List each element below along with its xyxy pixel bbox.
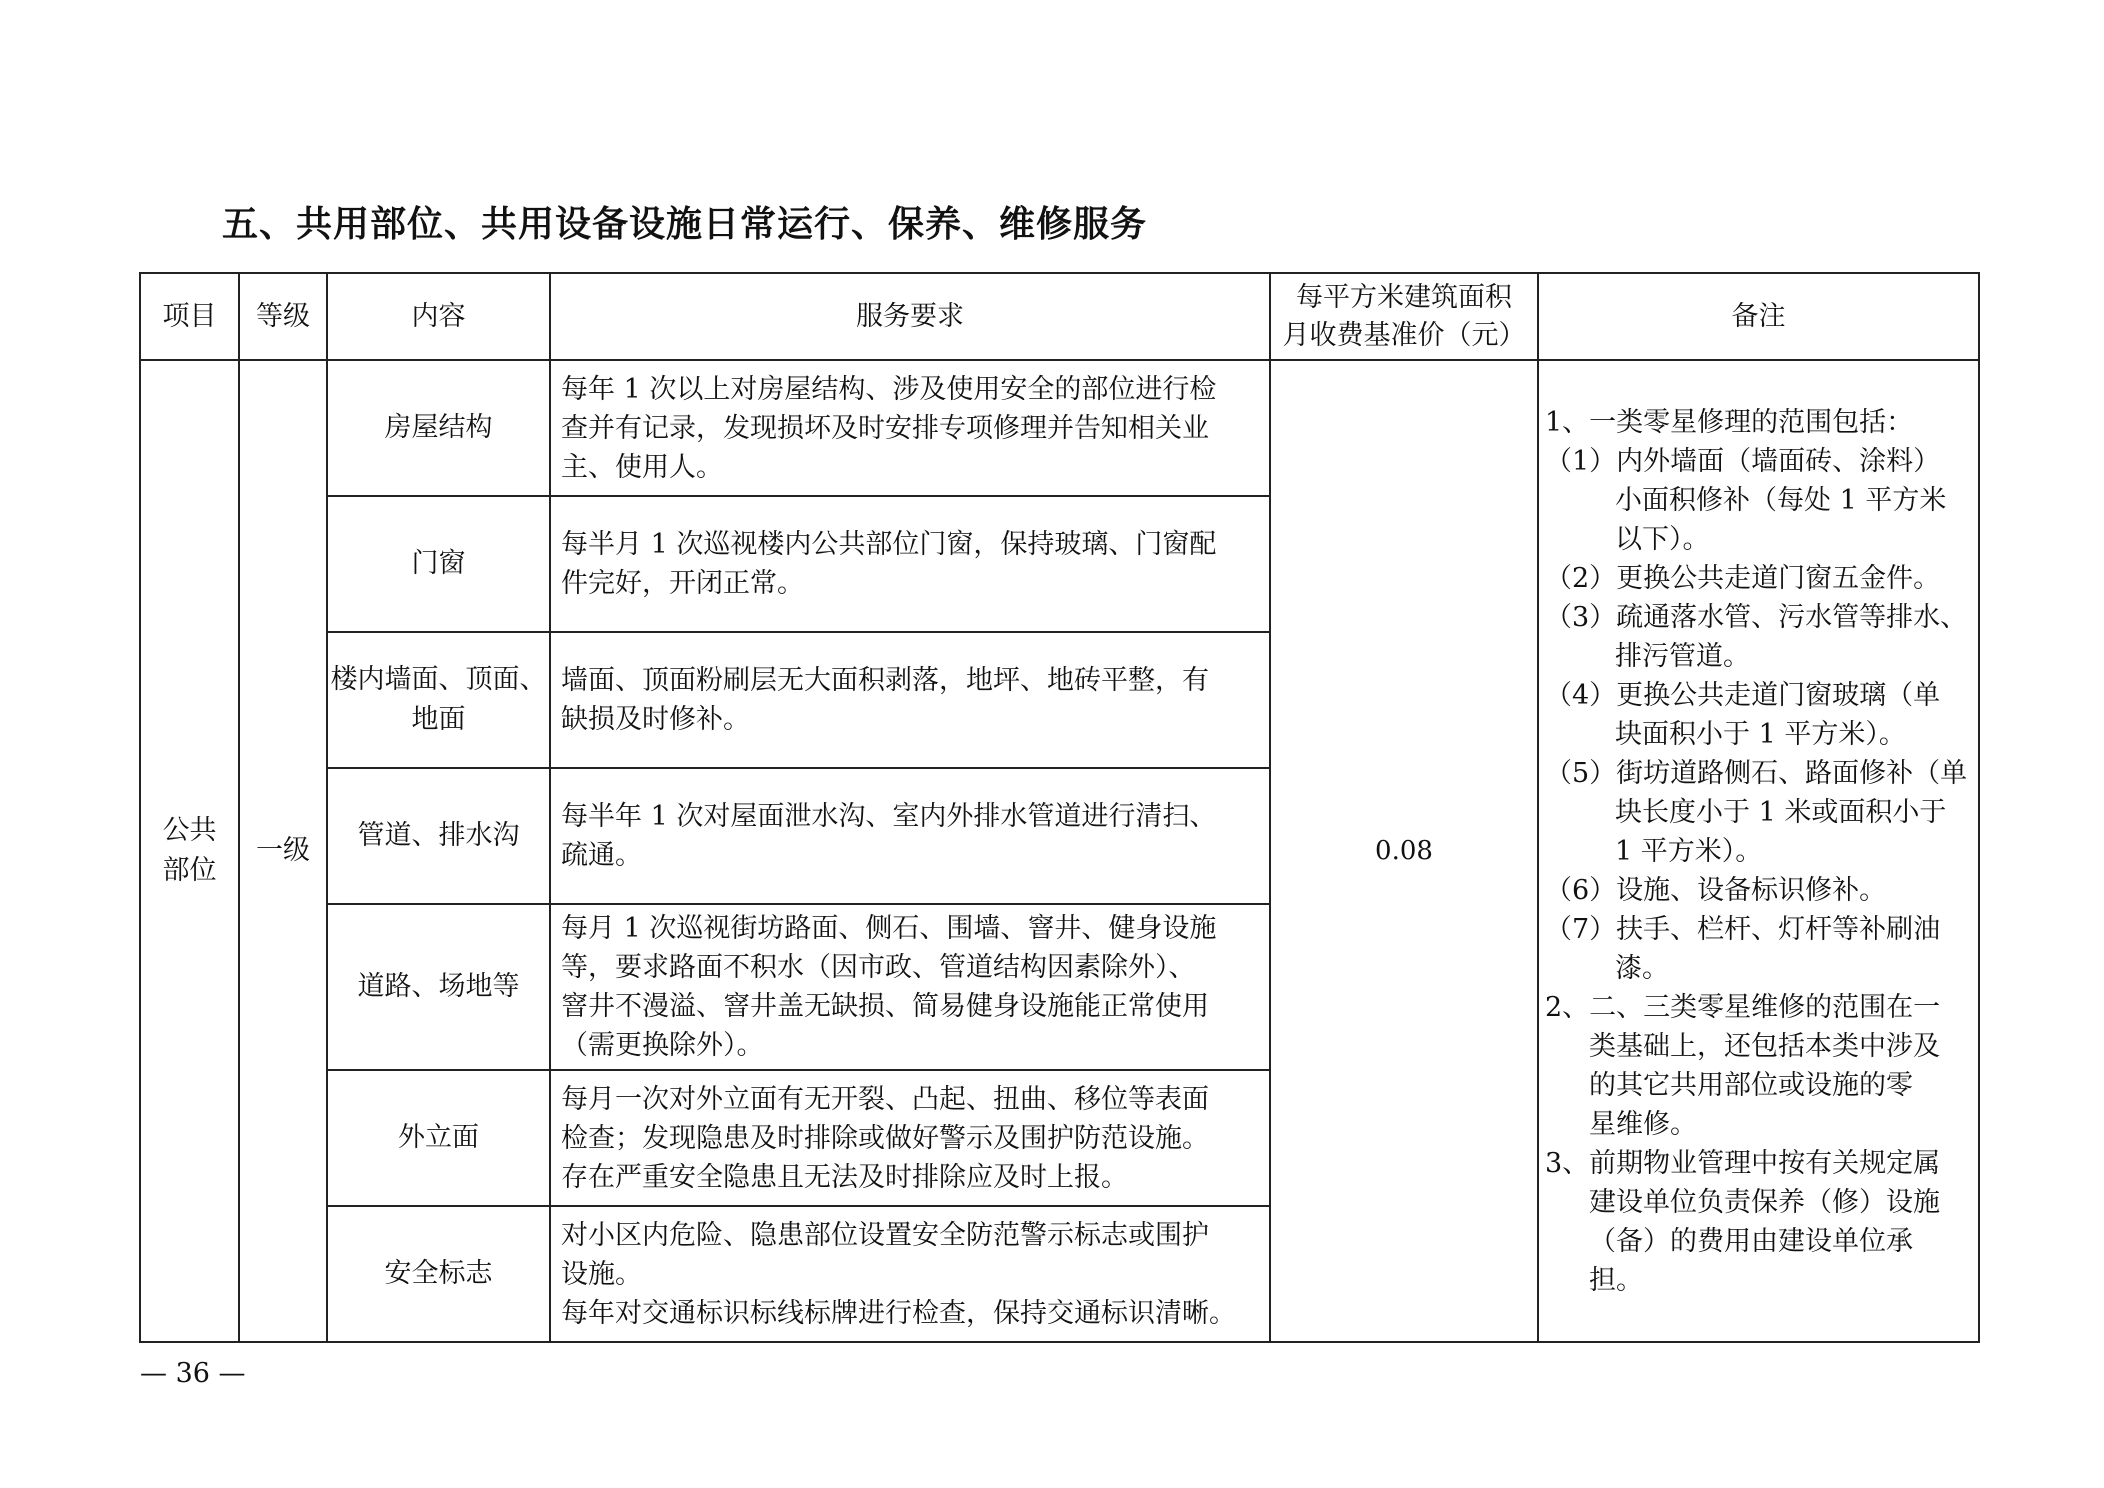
requirement-cell [550, 360, 1270, 496]
content-cell: 外立面 [327, 1070, 550, 1206]
requirement-line: 每月一次对外立面有无开裂、凸起、扭曲、移位等表面 [561, 1083, 1209, 1115]
requirement-cell [550, 904, 1270, 1070]
requirement-line: 检查；发现隐患及时排除或做好警示及围护防范设施。 [561, 1122, 1209, 1154]
remark-line: （6）设施、设备标识修补。 [1545, 874, 1887, 906]
requirement-line: 每年对交通标识标线标牌进行检查，保持交通标识清晰。 [561, 1297, 1236, 1329]
requirement-cell [550, 1070, 1270, 1206]
item-label: 公共部位 [162, 815, 217, 886]
remark-line: 块长度小于 1 米或面积小于 [1615, 796, 1947, 828]
remark-line: 的其它共用部位或设施的零 [1589, 1069, 1913, 1101]
remark-line: 类基础上，还包括本类中涉及 [1589, 1030, 1940, 1062]
content-cell [327, 632, 550, 768]
content-cell: 安全标志 [327, 1206, 550, 1342]
remark-line: 1、一类零星修理的范围包括： [1545, 406, 1914, 438]
header-price [1270, 273, 1538, 360]
content-cell: 门窗 [327, 496, 550, 632]
price-cell: 0.08 [1270, 360, 1538, 1342]
page-number: — 36 — [140, 1358, 246, 1389]
remark-line: （2）更换公共走道门窗五金件。 [1545, 562, 1941, 594]
requirement-line: 每月 1 次巡视街坊路面、侧石、围墙、窨井、健身设施 [561, 913, 1217, 944]
requirement-line: 件完好，开闭正常。 [561, 568, 804, 599]
requirement-line: 每半月 1 次巡视楼内公共部位门窗，保持玻璃、门窗配 [561, 529, 1217, 560]
requirement-line: 墙面、顶面粉刷层无大面积剥落，地坪、地砖平整，有 [561, 665, 1209, 696]
requirement-line: 主、使用人。 [561, 451, 723, 483]
content-label: 楼内墙面、顶面、地面 [330, 664, 547, 735]
header-price-line2: 月收费基准价（元） [1282, 319, 1526, 351]
requirement-line: 查并有记录，发现损坏及时安排专项修理并告知相关业 [561, 412, 1209, 444]
remark-line: 1 平方米）。 [1615, 835, 1763, 867]
remark-line: 2、二、三类零星维修的范围在一 [1545, 991, 1941, 1023]
requirement-line: 缺损及时修补。 [561, 704, 750, 735]
remark-line: 排污管道。 [1615, 640, 1750, 672]
requirement-line: 等，要求路面不积水（因市政、管道结构因素除外）、 [561, 952, 1196, 983]
requirement-cell [550, 496, 1270, 632]
remark-line: 块面积小于 1 平方米）。 [1615, 718, 1906, 750]
content-cell: 管道、排水沟 [327, 768, 550, 904]
remark-line: 漆。 [1615, 952, 1669, 984]
remark-line: （3）疏通落水管、污水管等排水、 [1545, 601, 1968, 633]
remark-line: 以下）。 [1615, 523, 1710, 555]
header-requirements: 服务要求 [550, 273, 1270, 360]
requirement-line: 每半年 1 次对屋面泄水沟、室内外排水管道进行清扫、 [561, 801, 1217, 832]
remark-line: 建设单位负责保养（修）设施 [1589, 1186, 1940, 1218]
content-cell: 房屋结构 [327, 360, 550, 496]
requirement-line: 疏通。 [561, 840, 642, 871]
remark-line: （7）扶手、栏杆、灯杆等补刷油 [1545, 913, 1941, 945]
remark-line: 担。 [1589, 1264, 1643, 1296]
page-title: 五、共用部位、共用设备设施日常运行、保养、维修服务 [222, 204, 1148, 245]
requirement-line: 对小区内危险、隐患部位设置安全防范警示标志或围护 [561, 1219, 1209, 1251]
item-cell [140, 360, 239, 1342]
header-content: 内容 [327, 273, 550, 360]
header-item: 项目 [140, 273, 239, 360]
remark-line: （1）内外墙面（墙面砖、涂料） [1545, 445, 1941, 477]
content-cell: 道路、场地等 [327, 904, 550, 1070]
remarks-cell [1538, 360, 1979, 1342]
requirement-cell [550, 1206, 1270, 1342]
requirement-line: （需更换除外）。 [561, 1030, 764, 1061]
requirement-cell [550, 632, 1270, 768]
remark-line: （4）更换公共走道门窗玻璃（单 [1545, 679, 1941, 711]
level-cell: 一级 [239, 360, 327, 1342]
remark-line: 3、前期物业管理中按有关规定属 [1545, 1147, 1941, 1179]
requirement-line: 每年 1 次以上对房屋结构、涉及使用安全的部位进行检 [561, 373, 1217, 405]
header-level: 等级 [239, 273, 327, 360]
table-row [140, 360, 1979, 496]
requirement-line: 窨井不漫溢、窨井盖无缺损、简易健身设施能正常使用 [561, 991, 1209, 1022]
remark-line: （5）街坊道路侧石、路面修补（单 [1545, 757, 1968, 789]
remark-line: 小面积修补（每处 1 平方米 [1615, 484, 1947, 516]
remark-line: 星维修。 [1589, 1108, 1697, 1140]
service-table [139, 272, 1980, 1343]
requirement-line: 设施。 [561, 1258, 642, 1290]
remark-line: （备）的费用由建设单位承 [1589, 1225, 1913, 1257]
header-remarks: 备注 [1538, 273, 1979, 360]
requirement-cell [550, 768, 1270, 904]
header-price-line1: 每平方米建筑面积 [1296, 281, 1512, 313]
table-header-row [140, 273, 1979, 360]
requirement-line: 存在严重安全隐患且无法及时排除应及时上报。 [561, 1161, 1128, 1193]
